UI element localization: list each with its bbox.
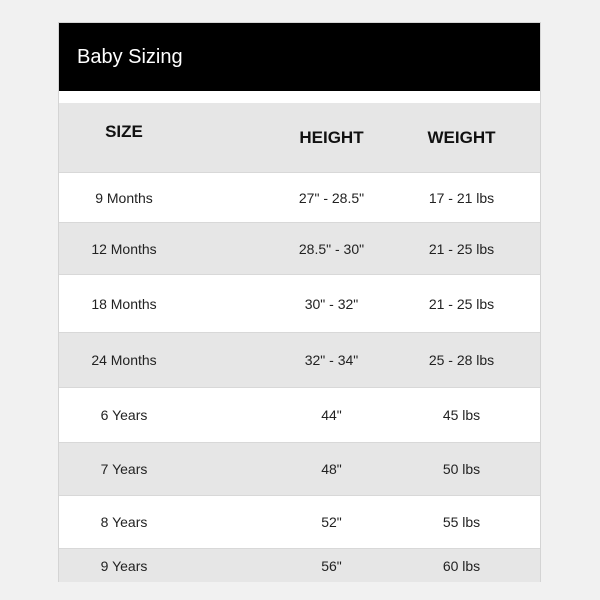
table-row <box>59 173 540 223</box>
weight-cell: 60 lbs <box>442 557 481 574</box>
weight-cell: 17 - 21 lbs <box>428 189 495 206</box>
height-cell: 48" <box>321 461 342 477</box>
size-cell: 8 Years <box>100 514 148 530</box>
height-cell: 52" <box>321 514 342 530</box>
table-row <box>59 496 540 549</box>
weight-cell: 21 - 25 lbs <box>428 295 495 312</box>
size-chart-card <box>58 22 541 582</box>
weight-cell: 45 lbs <box>442 407 481 423</box>
height-cell: 56" <box>321 557 342 574</box>
height-column-header: HEIGHT <box>299 127 364 147</box>
table-row <box>59 388 540 443</box>
table-row <box>59 549 540 582</box>
size-cell: 12 Months <box>91 240 157 257</box>
table-row <box>59 443 540 496</box>
size-cell: 7 Years <box>100 461 148 477</box>
height-cell: 32" - 34" <box>304 352 359 368</box>
table-row <box>59 223 540 275</box>
height-cell: 44" <box>321 407 342 423</box>
size-cell: 18 Months <box>91 295 157 312</box>
weight-column-header: WEIGHT <box>427 127 496 147</box>
size-cell: 24 Months <box>91 352 157 368</box>
weight-cell: 21 - 25 lbs <box>428 240 495 257</box>
height-cell: 30" - 32" <box>304 295 359 312</box>
weight-cell: 25 - 28 lbs <box>428 352 495 368</box>
weight-cell: 55 lbs <box>442 514 481 530</box>
height-cell: 28.5" - 30" <box>298 240 365 257</box>
table-row <box>59 275 540 333</box>
table-header-row <box>59 103 540 173</box>
height-cell: 27" - 28.5" <box>298 189 365 206</box>
size-cell: 9 Years <box>100 557 148 574</box>
size-cell: 9 Months <box>95 189 153 206</box>
size-column-header: SIZE <box>105 121 143 141</box>
size-cell: 6 Years <box>100 407 148 423</box>
weight-cell: 50 lbs <box>442 461 481 477</box>
table-row <box>59 333 540 388</box>
chart-title: Baby Sizing <box>59 23 540 91</box>
